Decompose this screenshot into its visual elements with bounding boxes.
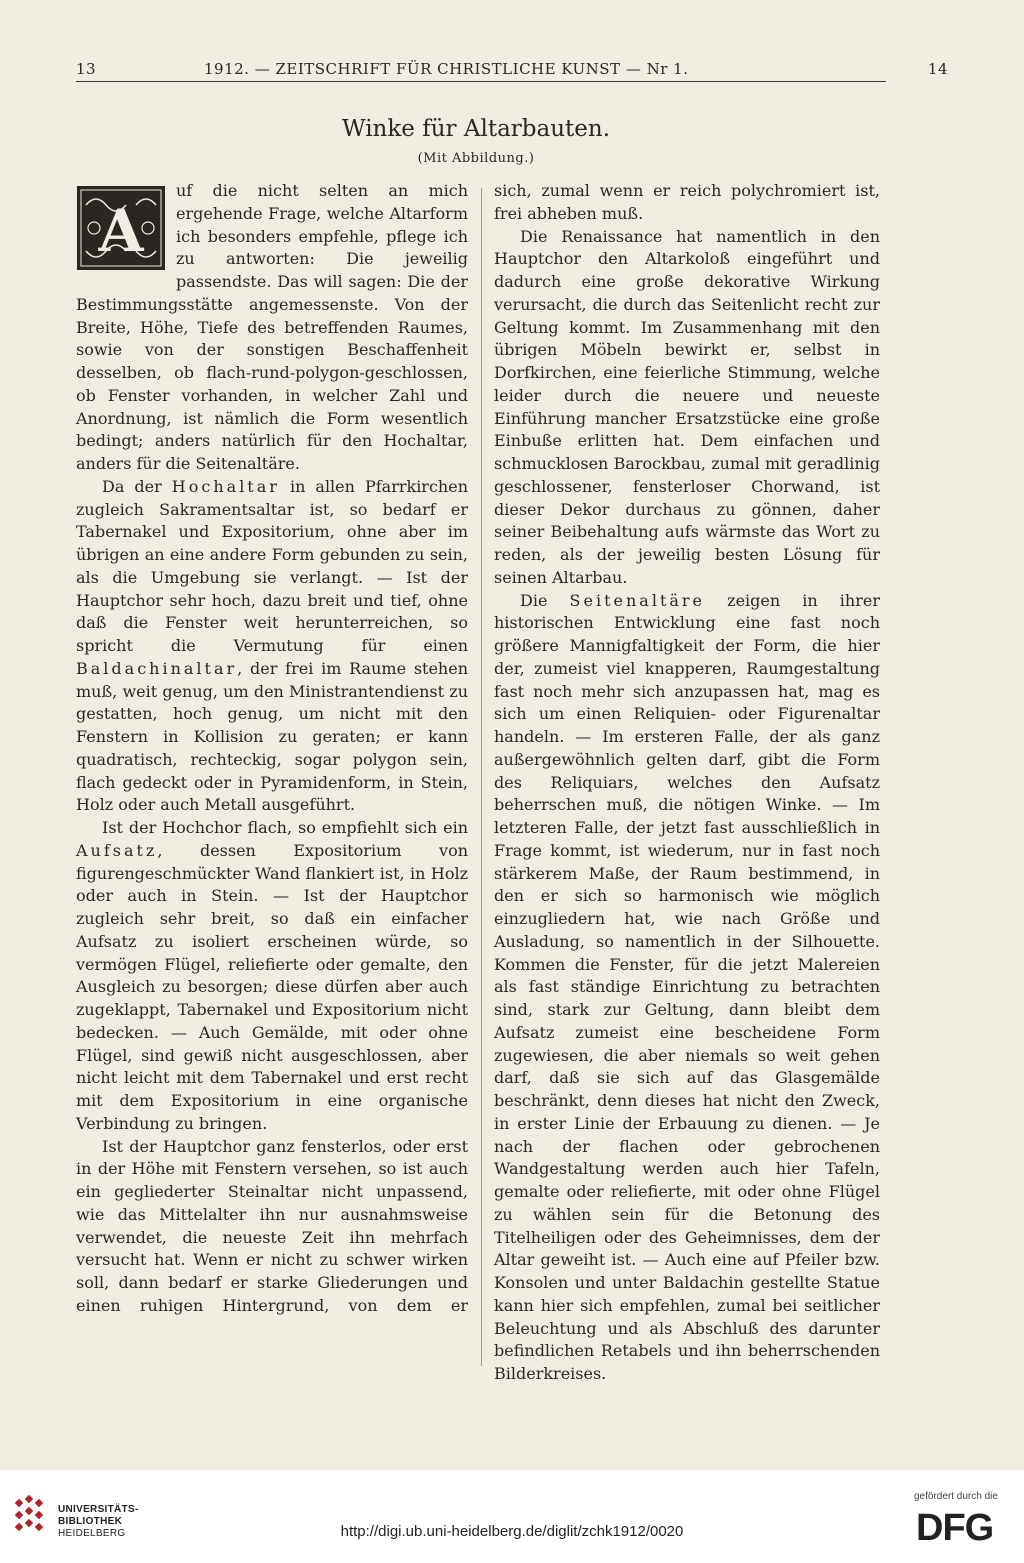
header-rule bbox=[76, 81, 886, 82]
library-line: HEIDELBERG bbox=[58, 1528, 126, 1539]
library-line: UNIVERSITÄTS- bbox=[58, 1504, 139, 1515]
journal-title: 1912. — ZEITSCHRIFT FÜR CHRISTLICHE KUNST — Nr 1. bbox=[204, 60, 689, 78]
article-title: Winke für Altarbauten. bbox=[341, 116, 611, 142]
dfg-logo-icon bbox=[916, 1508, 1010, 1544]
column-divider bbox=[481, 188, 482, 1366]
paragraph: Die Renaissance hat namentlich in den Hauptchor den Altarkoloß eingeführt und dadurch eine große dekorative Wirkung verursacht, die durch das Seitenlicht recht zur Geltung kommt. Im Zusammenhang mit den übrigen Möbeln bewirkt er, selbst in Dorfkirchen, eine feierliche Stimmung, welche leider durch die neuere und neueste Einführung mancher Ersatzstücke eine große Einbuße erlitten hat. Dem einfachen und schmucklosen Barockbau, zumal mit geradlinig geschlossener, fensterloser Chorwand, ist dieser Dekor durchaus zu gönnen, daher seiner Beibehaltung aufs wärmste das Wort zu reden, als der jeweilig besten Lösung für seinen Altarbau. bbox=[494, 226, 880, 587]
paragraph-text: , der frei im Raume stehen muß, weit genug, um den Ministrantendienst zu gestatten, hoch genug, um nicht mit den Fenstern in Kollision zu geraten; er kann quadratisch, rechteckig, sogar polygon sein, flach gedeckt oder in Pyramidenform, in Stein, Holz oder auch Metall ausgeführt. bbox=[76, 658, 468, 815]
digital-library-footer bbox=[0, 1470, 1024, 1563]
paragraph-text: in allen Pfarrkirchen zugleich Sakramentsaltar ist, so bedarf er Tabernakel und Expositorium, ohne aber im übrigen an eine andere Form gebunden zu sein, als die Umgebung sie verlangt. — Ist der Hauptchor sehr hoch, dazu breit und tief, ohne daß die Fenster weit herunterreichen, so spricht die Vermutung für einen bbox=[76, 476, 468, 655]
paragraph-text: uf die nicht selten an mich ergehende Frage, welche Altarform ich besonders empfehle, pflege ich zu antworten: Die jeweilig passendste. Das will sagen: Die der Bestimmungsstätte angemessenste. Von der Breite, Höhe, Tiefe des betreffenden Raumes, sowie von der sonstigen Beschaffenheit desselben, ob flach-rund-polygon-geschlossen, ob Fenster vorhanden, in welcher Zahl und Anordnung, ist nämlich die Form wesentlich bedingt; anders natürlich für den Hochaltar, anders für die Seitenaltäre. bbox=[76, 181, 468, 473]
left-column bbox=[76, 180, 468, 1318]
paragraph-text: Ist der Hochchor flach, so empfiehlt sich ein bbox=[102, 818, 468, 837]
paragraph bbox=[494, 590, 880, 1386]
paragraph-text: zeigen in ihrer historischen Entwicklung eine fast noch größere Mannigfaltigkeit der Form, die hier der, zumeist viel knapperen, Raumgestaltung fast noch mehr sich anzupassen hat, mag es sich um einen Reliquien- oder Figurenaltar handeln. — Im ersteren Falle, der als ganz außergewöhnlich gelten darf, gibt die Form des Reliquiars, welches den Aufsatz beherrschen muß, die nötigen Winke. — Im letzteren Falle, der jetzt fast ausschließlich in Frage kommt, ist wiederum, nur in fast noch stärkerem Maße, der Raum bestimmend, in den er sich so harmonisch wie möglich einzugliedern hat, wie nach Größe und Ausladung, so namentlich in der Silhouette. Kommen die Fenster, für die jetzt Malereien als fast ständige Einrichtung zu betrachten sind, stark zur Geltung, dann bleibt dem Aufsatz zumeist eine bescheidene Form zugewiesen, die aber niemals so weit gehen darf, daß sie sich auf das Glasgemälde beschränkt, denn dieses hat nicht den Zweck, in erster Linie der Erbauung zu dienen. — Je nach der flachen oder gebrochenen Wandgestaltung werden auch hier Tafeln, gemalte oder reliefierte, mit oder ohne Flügel zu wählen sein für die Betonung des Titelheiligen oder des Geheimnisses, dem der Altar geweiht ist. — Auch eine auf Pfeiler bzw. Konsolen und unter Baldachin gestellte Statue kann hier sich empfehlen, zumal bei seitlicher Beleuchtung und als Abschluß des darunter befindlichen Retabels und ihn beherrschenden Bilderkreises. bbox=[494, 590, 880, 1383]
paragraph-text: Da der bbox=[102, 476, 162, 496]
spaced-term: Aufsatz bbox=[76, 840, 158, 860]
right-column bbox=[494, 180, 880, 1386]
initial-letter: A bbox=[98, 197, 144, 265]
spaced-term: Hochaltar bbox=[171, 476, 280, 496]
page-number-right: 14 bbox=[927, 60, 948, 78]
library-line: BIBLIOTHEK bbox=[58, 1516, 123, 1527]
paragraph bbox=[76, 180, 468, 476]
spaced-term: Baldachinaltar bbox=[76, 658, 238, 678]
page-number-left: 13 bbox=[76, 60, 97, 78]
paragraph bbox=[76, 817, 468, 1136]
funding-label: gefördert durch die bbox=[914, 1491, 998, 1502]
spaced-term: Seitenaltäre bbox=[569, 590, 706, 610]
paragraph: sich, zumal wenn er reich polychromiert ist, frei abheben muß. bbox=[494, 181, 880, 223]
paragraph-text: Die bbox=[520, 590, 548, 610]
paragraph-text: , dessen Expositorium von figurengeschmückter Wand flankiert ist, in Holz oder auch in Stein. — Ist der Hauptchor zugleich sehr breit, so daß ein einfacher Aufsatz zu isoliert erscheinen würde, so vermögen Flügel, reliefierte oder gemalte, den Ausgleich zu besorgen; diese dürfen aber auch zugeklappt, Tabernakel und Expositorium nicht bedecken. — Auch Gemälde, mit oder ohne Flügel, sind gewiß nicht ausgeschlossen, aber nicht leicht mit dem Tabernakel und erst recht mit dem Expositorium in eine organische Verbindung zu bringen. bbox=[76, 840, 468, 1133]
decorated-initial-icon bbox=[76, 185, 166, 271]
permalink[interactable]: http://digi.ub.uni-heidelberg.de/diglit/zchk1912/0020 bbox=[340, 1523, 684, 1540]
dfg-text: DFG bbox=[916, 1508, 994, 1544]
running-header bbox=[76, 60, 948, 82]
paragraph: Ist der Hauptchor ganz fensterlos, oder erst in der Höhe mit Fenstern versehen, so ist auch ein gegliederter Steinaltar nicht unpassend, wie das Mittelalter ihn nur ausnahmsweise verwendet, die neueste Zeit ihn mehrfach versucht hat. Wenn er nicht zu schwer wirken soll, dann bedarf er starke Gliederungen und einen ruhigen Hintergrund, von dem er bbox=[76, 1136, 468, 1315]
paragraph bbox=[76, 476, 468, 817]
article-subtitle: (Mit Abbildung.) bbox=[417, 151, 535, 166]
